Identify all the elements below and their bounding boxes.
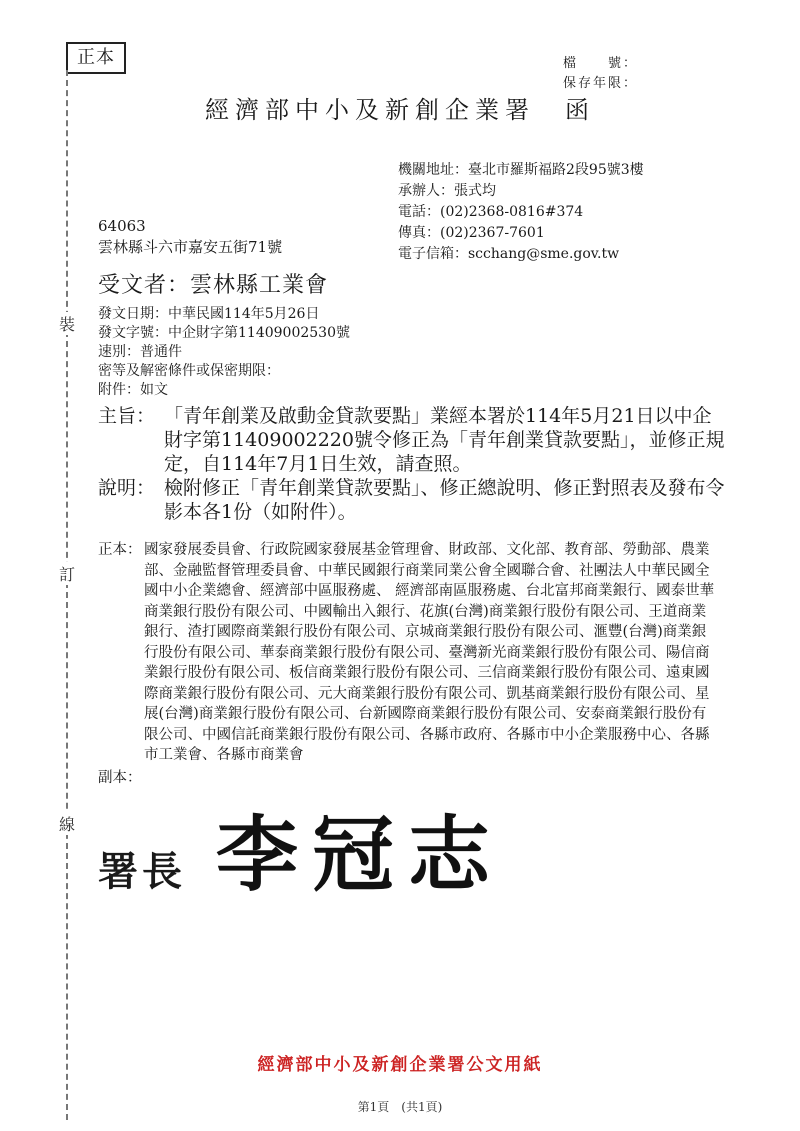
file-number-label: 檔 號： bbox=[562, 56, 638, 71]
subject-label: 主旨： bbox=[98, 405, 156, 427]
agency-contact-block bbox=[398, 160, 644, 265]
binding-mark-xian: 線 bbox=[58, 812, 76, 835]
document-number: 發文字號：中企財字第11409002530號 bbox=[98, 325, 350, 341]
secrecy-level: 密等及解密條件或保密期限： bbox=[98, 363, 280, 379]
original-copy-stamp: 正本 bbox=[66, 42, 126, 74]
retention-period-label: 保存年限： bbox=[562, 76, 638, 91]
explanation-section bbox=[98, 476, 728, 524]
original-recipients-label: 正本： bbox=[98, 542, 142, 558]
recipient-line: 受文者：雲林縣工業會 bbox=[98, 273, 329, 298]
explanation-text: 檢附修正「青年創業貸款要點」、修正總說明、修正對照表及發布令影本各1份（如附件）。 bbox=[164, 477, 725, 523]
original-recipients bbox=[98, 540, 718, 766]
attachment-note: 附件：如文 bbox=[98, 382, 168, 398]
copy-recipients bbox=[98, 768, 718, 789]
copy-recipients-label: 副本： bbox=[98, 769, 142, 786]
delivery-speed: 速別：普通件 bbox=[98, 344, 182, 360]
phone-number: 電話：(02)2368-0816#374 bbox=[398, 204, 584, 220]
signatory-title: 署長 bbox=[98, 848, 186, 895]
subject-section bbox=[98, 404, 728, 476]
page-number: 第1頁 (共1頁) bbox=[357, 1100, 443, 1114]
handler-name: 承辦人：張式均 bbox=[398, 183, 496, 199]
explanation-label: 說明： bbox=[98, 477, 156, 499]
document-title: 經濟部中小及新創企業署 函 bbox=[205, 96, 595, 124]
recipient-zip: 64063 bbox=[98, 217, 146, 235]
recipient-street: 雲林縣斗六市嘉安五街71號 bbox=[98, 238, 283, 256]
main-content bbox=[98, 404, 728, 524]
original-recipients-text: 國家發展委員會、行政院國家發展基金管理會、財政部、文化部、教育部、勞動部、農業部、金融監督管理委員會、中華民國銀行商業同業公會全國聯合會、社團法人中華民國全國中小企業總會、經濟部中區服務處、 經濟部南區服務處、台北富邦商業銀行、國泰世華商業銀行股份有限公司、中國輸出入銀行、花旗(台灣)商業銀行股份有限公司、王道商業銀行、渣打國際商業銀行股份有限公司、京城商業銀行股份有限公司、滙豐(台灣)商業銀行股份有限公司、華泰商業銀行股份有限公司、臺灣新光商業銀行股份有限公司、陽信商業銀行股份有限公司、板信商業銀行股份有限公司、三信商業銀行股份有限公司、遠東國際商業銀行股份有限公司、元大商業銀行股份有限公司、凱基商業銀行股份有限公司、星展(台灣)商業銀行股份有限公司、台新國際商業銀行股份有限公司、安泰商業銀行股份有限公司、中國信託商業銀行股份有限公司、各縣市政府、各縣市中小企業服務中心、各縣市工業會、各縣市商業會 bbox=[144, 542, 715, 763]
agency-address: 機關地址：臺北市羅斯福路2段95號3樓 bbox=[398, 162, 644, 178]
binding-mark-zhuang: 裝 bbox=[58, 312, 76, 335]
distribution-block bbox=[98, 540, 718, 788]
issue-date: 發文日期：中華民國114年5月26日 bbox=[98, 306, 320, 322]
email-address: 電子信箱：scchang@sme.gov.tw bbox=[398, 246, 620, 262]
binding-dashed-line bbox=[66, 70, 68, 1120]
binding-mark-ding: 訂 bbox=[58, 562, 76, 585]
document-info-block bbox=[98, 305, 350, 400]
signature-block bbox=[98, 790, 504, 907]
fax-number: 傳真：(02)2367-7601 bbox=[398, 225, 545, 241]
letterhead-footer: 經濟部中小及新創企業署公文用紙 bbox=[257, 1055, 543, 1075]
subject-text: 「青年創業及啟動金貸款要點」業經本署於114年5月21日以中企財字第11409002220號令修正為「青年創業貸款要點」，並修正規定，自114年7月1日生效，請查照。 bbox=[164, 405, 725, 475]
recipient-address-block bbox=[98, 216, 282, 258]
signatory-name: 李冠志 bbox=[216, 807, 505, 903]
